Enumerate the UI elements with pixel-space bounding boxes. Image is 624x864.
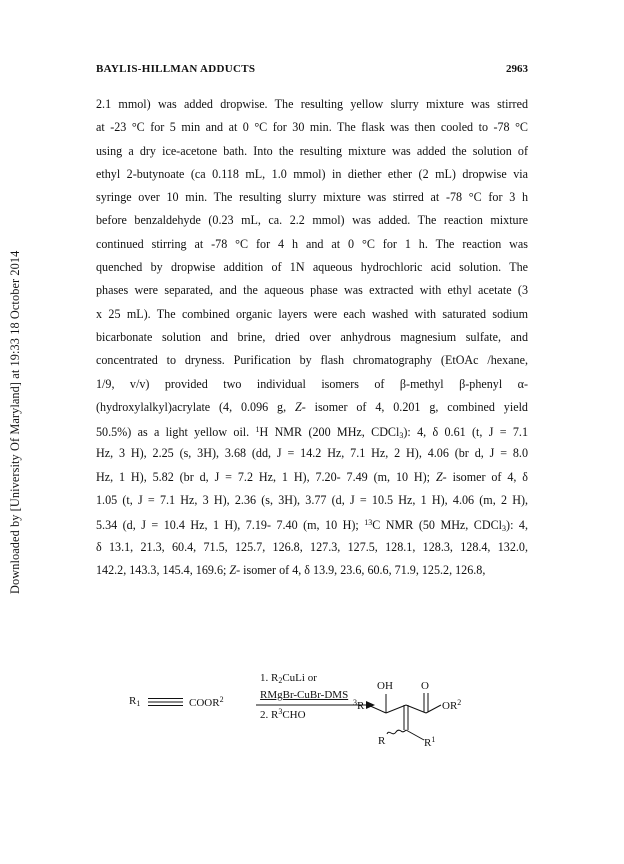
- isomer-label: Z-: [435, 469, 447, 484]
- page-number: 2963: [506, 63, 528, 75]
- subscript: 3: [399, 431, 404, 441]
- reagent-step-1: 1. $R_2CuLi$ or: [260, 672, 317, 685]
- text-line: phases were separated, and the aqueous phase was extracted with ethyl acetate (3: [96, 283, 528, 298]
- isotope-superscript: 13: [364, 518, 373, 528]
- reagent-step-2: 2. $R^3CHO$: [260, 707, 306, 721]
- product-r: R: [378, 735, 386, 747]
- text-segment: Hz, 1 H), 5.82 (br d, J = 7.2 Hz, 1 H), 7.20- 7.49 (m, 10 H);: [96, 469, 436, 484]
- reaction-scheme: [96, 660, 536, 780]
- isotope-superscript: 1: [255, 425, 260, 435]
- text-line: before benzaldehyde (0.23 mL, ca. 2.2 mmol) was added. The reaction mixture: [96, 213, 528, 228]
- text-segment: H NMR (200 MHz, CDCl: [259, 425, 400, 440]
- wavy-bond: [387, 730, 406, 734]
- text-line: using a dry ice-acetone bath. Into the resulting mixture was added the solution of: [96, 143, 528, 158]
- bond-c3-r1: [406, 730, 424, 740]
- body-text: [96, 96, 528, 585]
- download-note-text: Downloaded by [University Of Maryland] at 19:33 18 October 2014: [8, 250, 22, 594]
- text-line: quenched by dropwise addition of 1N aqueous hydrochloric acid solution. The: [96, 260, 528, 275]
- subscript: 3: [502, 524, 507, 534]
- text-line: ethyl 2-butynoate (ca 0.118 mL, 1.0 mmol) in diether ether (2 mL) dropwise via: [96, 166, 528, 181]
- isomer-label: Z-: [229, 562, 241, 577]
- text-segment: isomer of 4, 0.201 g, combined yield: [305, 399, 528, 414]
- bond-c1-c2: [386, 705, 406, 713]
- text-line: 1/9, v/v) provided two individual isomers of β-methyl β-phenyl α-: [96, 376, 528, 391]
- reagent-cuprate: RMgBr-CuBr-DMS: [260, 689, 349, 701]
- text-line: [96, 515, 528, 538]
- text-line: [96, 562, 528, 585]
- text-segment: isomer of 4, δ 13.9, 23.6, 60.6, 71.9, 125.2, 126.8,: [240, 562, 486, 577]
- bond-c2-carbonyl: [406, 705, 426, 713]
- text-line: [96, 399, 528, 422]
- text-segment: isomer of 4, δ: [446, 469, 528, 484]
- text-line: 2.1 mmol) was added dropwise. The resulting yellow slurry mixture was stirred: [96, 97, 528, 111]
- text-segment: ): 4, δ 0.61 (t, J = 7.1: [403, 425, 528, 440]
- reactant-ester: COOR$^2$: [189, 695, 224, 709]
- product-or2: $OR^2$: [442, 698, 462, 712]
- text-line: at -23 °C for 5 min and at 0 °C for 30 min. The flask was then cooled to -78 °C: [96, 120, 528, 135]
- text-segment: 50.5%) as a light yellow oil.: [96, 425, 256, 440]
- text-segment: (hydroxylalkyl)acrylate (4, 0.096 g,: [96, 399, 295, 414]
- product-r3: $^3$R: [353, 698, 365, 712]
- isomer-label: Z-: [294, 399, 306, 414]
- text-line: 1.05 (t, J = 7.1 Hz, 3 H), 2.36 (s, 3H), 3.77 (d, J = 10.5 Hz, 1 H), 4.06 (m, 2 H),: [96, 493, 528, 508]
- text-line: x 25 mL). The combined organic layers were each washed with saturated sodium: [96, 306, 528, 321]
- text-line: concentrated to dryness. Purification by flash chromatography (EtOAc /hexane,: [96, 353, 528, 368]
- text-line: bicarbonate solution and brine, dried over anhydrous magnesium sulfate, and: [96, 329, 528, 344]
- product-r1: $R^1$: [424, 735, 436, 749]
- product-oh: OH: [377, 680, 393, 692]
- text-line: [96, 422, 528, 445]
- reactant-r1: $R_1$: [129, 695, 141, 708]
- text-segment: 142.2, 143.3, 145.4, 169.6;: [96, 562, 230, 577]
- text-line: continued stirring at -78 °C for 4 h and at 0 °C for 1 h. The reaction was: [96, 236, 528, 251]
- text-line: syringe over 10 min. The resulting slurry mixture was stirred at -78 °C for 3 h: [96, 190, 528, 205]
- product-carbonyl-o: O: [421, 680, 429, 692]
- running-title: BAYLIS-HILLMAN ADDUCTS: [96, 63, 256, 75]
- text-segment: 5.34 (d, J = 10.4 Hz, 1 H), 7.19- 7.40 (m, 10 H);: [96, 518, 365, 533]
- text-segment: C NMR (50 MHz, CDCl: [372, 518, 503, 533]
- text-line: δ 13.1, 21.3, 60.4, 71.5, 125.7, 126.8, 127.3, 127.5, 128.1, 128.3, 128.4, 132.0,: [96, 539, 528, 554]
- text-line: [96, 469, 528, 492]
- running-header: [96, 63, 528, 79]
- text-line: Hz, 3 H), 2.25 (s, 3H), 3.68 (dd, J = 14.2 Hz, 7.1 Hz, 2 H), 4.06 (br d, J = 8.0: [96, 446, 528, 461]
- text-segment: ): 4,: [506, 518, 528, 533]
